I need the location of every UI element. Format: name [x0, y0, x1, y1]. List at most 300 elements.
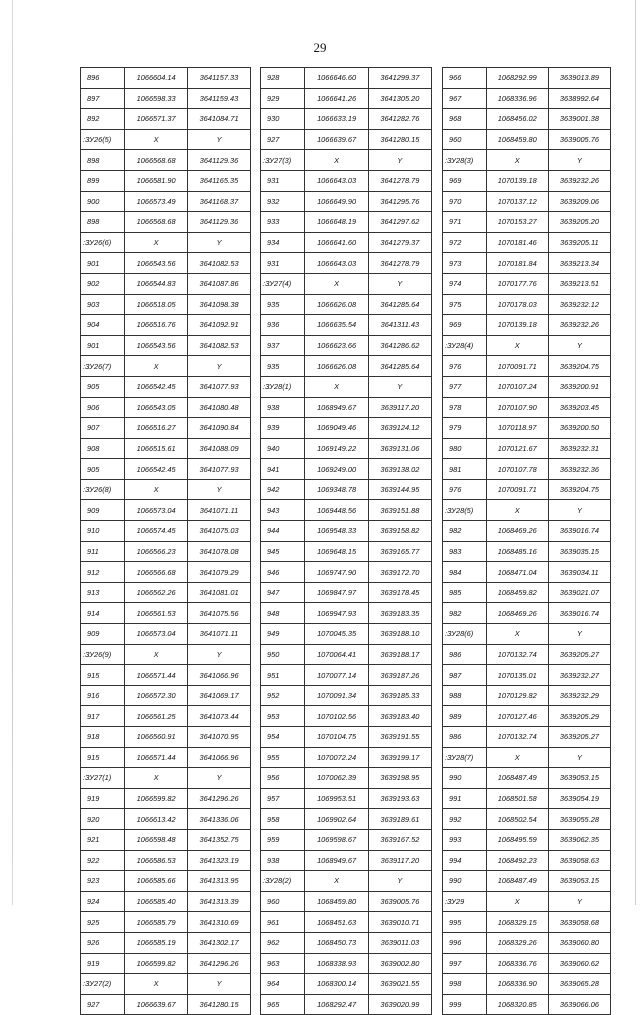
parcel-id: :ЗУ26(8) — [81, 479, 125, 500]
y-coordinate: 3639205.27 — [548, 644, 610, 665]
x-coordinate: 1066518.05 — [125, 294, 188, 315]
x-coordinate: 1070091.71 — [486, 356, 548, 377]
y-coordinate: 3641075.56 — [188, 603, 251, 624]
x-coordinate: 1066516.27 — [125, 418, 188, 439]
x-coordinate: 1068338.93 — [305, 953, 368, 974]
point-row — [443, 603, 611, 624]
parcel-id: :ЗУ27(2) — [81, 974, 125, 995]
point-number: 927 — [81, 994, 125, 1015]
point-row — [81, 397, 251, 418]
point-number: 960 — [443, 129, 487, 150]
parcel-id: :ЗУ27(1) — [81, 768, 125, 789]
y-coordinate: 3639131.06 — [368, 438, 431, 459]
point-row — [261, 850, 432, 871]
point-number: 971 — [443, 212, 487, 233]
y-coordinate: 3641081.01 — [188, 582, 251, 603]
point-number: 992 — [443, 809, 487, 830]
point-number: 898 — [81, 212, 125, 233]
x-coordinate: 1066598.33 — [125, 88, 188, 109]
y-coordinate: 3639178.45 — [368, 582, 431, 603]
point-row — [81, 521, 251, 542]
point-row — [443, 253, 611, 274]
x-coordinate: 1068469.26 — [486, 521, 548, 542]
y-coordinate: 3639138.02 — [368, 459, 431, 480]
point-row — [443, 294, 611, 315]
point-row — [261, 809, 432, 830]
point-row — [443, 418, 611, 439]
point-row — [443, 479, 611, 500]
point-number: 946 — [261, 562, 305, 583]
y-coordinate: 3639065.28 — [548, 974, 610, 995]
point-row — [261, 438, 432, 459]
point-number: 911 — [81, 541, 125, 562]
x-coordinate: 1066516.76 — [125, 315, 188, 336]
x-coordinate: 1070129.82 — [486, 685, 548, 706]
point-number: 960 — [261, 891, 305, 912]
point-number: 922 — [81, 850, 125, 871]
point-row — [443, 974, 611, 995]
y-coordinate: 3639001.38 — [548, 109, 610, 130]
point-number: 916 — [81, 685, 125, 706]
point-row — [261, 68, 432, 89]
point-row — [81, 788, 251, 809]
point-number: 933 — [261, 212, 305, 233]
y-coordinate: 3639053.15 — [548, 768, 610, 789]
y-coordinate: 3639193.63 — [368, 788, 431, 809]
point-number: 967 — [443, 88, 487, 109]
x-coordinate: 1068292.99 — [486, 68, 548, 89]
x-coordinate: 1070178.03 — [486, 294, 548, 315]
x-header: X — [125, 768, 188, 789]
y-coordinate: 3641280.15 — [188, 994, 251, 1015]
y-coordinate: 3639060.62 — [548, 953, 610, 974]
y-header: Y — [188, 232, 251, 253]
point-number: 909 — [81, 624, 125, 645]
parcel-id: :ЗУ28(2) — [261, 871, 305, 892]
x-coordinate: 1070091.71 — [486, 479, 548, 500]
point-row — [81, 541, 251, 562]
y-coordinate: 3639020.99 — [368, 994, 431, 1015]
x-coordinate: 1070091.34 — [305, 685, 368, 706]
y-coordinate: 3641278.79 — [368, 170, 431, 191]
x-coordinate: 1068502.54 — [486, 809, 548, 830]
point-number: 964 — [261, 974, 305, 995]
point-row — [261, 459, 432, 480]
point-row — [261, 974, 432, 995]
y-header: Y — [548, 747, 610, 768]
parcel-header-row — [443, 500, 611, 521]
y-coordinate: 3639124.12 — [368, 418, 431, 439]
y-coordinate: 3641129.36 — [188, 150, 251, 171]
x-coordinate: 1068292.47 — [305, 994, 368, 1015]
point-row — [81, 418, 251, 439]
x-coordinate: 1066599.82 — [125, 953, 188, 974]
point-row — [81, 191, 251, 212]
parcel-header-row — [443, 335, 611, 356]
point-number: 947 — [261, 582, 305, 603]
point-number: 905 — [81, 376, 125, 397]
x-coordinate: 1068451.63 — [305, 912, 368, 933]
y-header: Y — [188, 129, 251, 150]
x-coordinate: 1068471.04 — [486, 562, 548, 583]
point-number: 939 — [261, 418, 305, 439]
parcel-header-row — [81, 356, 251, 377]
x-coordinate: 1066598.48 — [125, 829, 188, 850]
x-coordinate: 1066639.67 — [305, 129, 368, 150]
point-number: 915 — [81, 747, 125, 768]
point-number: 972 — [443, 232, 487, 253]
point-row — [443, 397, 611, 418]
y-coordinate: 3641078.08 — [188, 541, 251, 562]
y-coordinate: 3641066.96 — [188, 747, 251, 768]
point-row — [81, 891, 251, 912]
x-coordinate: 1070177.76 — [486, 273, 548, 294]
page-number: 29 — [313, 40, 327, 55]
y-coordinate: 3639058.63 — [548, 850, 610, 871]
x-coordinate: 1066573.04 — [125, 500, 188, 521]
parcel-header-row — [81, 768, 251, 789]
point-row — [443, 376, 611, 397]
point-number: 934 — [261, 232, 305, 253]
point-row — [443, 685, 611, 706]
point-row — [261, 706, 432, 727]
y-coordinate: 3638992.64 — [548, 88, 610, 109]
point-number: 982 — [443, 603, 487, 624]
y-coordinate: 3639232.29 — [548, 685, 610, 706]
y-coordinate: 3641311.43 — [368, 315, 431, 336]
y-coordinate: 3639205.11 — [548, 232, 610, 253]
x-coordinate: 1066571.37 — [125, 109, 188, 130]
point-row — [443, 521, 611, 542]
y-coordinate: 3639187.26 — [368, 665, 431, 686]
point-row — [81, 294, 251, 315]
x-coordinate: 1069902.64 — [305, 809, 368, 830]
point-row — [443, 109, 611, 130]
y-coordinate: 3639191.55 — [368, 727, 431, 748]
y-coordinate: 3639117.20 — [368, 397, 431, 418]
x-coordinate: 1069947.93 — [305, 603, 368, 624]
y-header: Y — [188, 768, 251, 789]
x-coordinate: 1070104.75 — [305, 727, 368, 748]
x-coordinate: 1068456.02 — [486, 109, 548, 130]
point-number: 988 — [443, 685, 487, 706]
parcel-id: :ЗУ28(6) — [443, 624, 487, 645]
y-coordinate: 3639183.40 — [368, 706, 431, 727]
point-number: 927 — [261, 129, 305, 150]
x-coordinate: 1068485.16 — [486, 541, 548, 562]
y-header: Y — [368, 871, 431, 892]
point-number: 905 — [81, 459, 125, 480]
x-coordinate: 1066613.42 — [125, 809, 188, 830]
point-number: 900 — [81, 191, 125, 212]
point-row — [261, 88, 432, 109]
point-row — [261, 665, 432, 686]
y-coordinate: 3641082.53 — [188, 335, 251, 356]
point-row — [443, 912, 611, 933]
parcel-header-row — [261, 376, 432, 397]
x-header: X — [125, 479, 188, 500]
y-coordinate: 3639172.70 — [368, 562, 431, 583]
point-row — [443, 273, 611, 294]
point-row — [261, 768, 432, 789]
point-number: 912 — [81, 562, 125, 583]
x-coordinate: 1068300.14 — [305, 974, 368, 995]
point-number: 962 — [261, 932, 305, 953]
point-row — [81, 68, 251, 89]
point-number: 950 — [261, 644, 305, 665]
y-coordinate: 3639200.91 — [548, 376, 610, 397]
y-coordinate: 3641165.35 — [188, 170, 251, 191]
x-coordinate: 1066571.44 — [125, 747, 188, 768]
point-row — [81, 459, 251, 480]
parcel-id: :ЗУ28(1) — [261, 376, 305, 397]
y-coordinate: 3639183.35 — [368, 603, 431, 624]
coordinates-table-3 — [442, 67, 611, 1015]
point-row — [261, 685, 432, 706]
y-coordinate: 3641069.17 — [188, 685, 251, 706]
y-coordinate: 3641313.39 — [188, 891, 251, 912]
point-row — [261, 932, 432, 953]
x-header: X — [125, 644, 188, 665]
point-number: 961 — [261, 912, 305, 933]
x-coordinate: 1066560.91 — [125, 727, 188, 748]
point-row — [261, 315, 432, 336]
y-coordinate: 3641077.93 — [188, 459, 251, 480]
x-coordinate: 1070127.46 — [486, 706, 548, 727]
point-number: 986 — [443, 727, 487, 748]
point-row — [443, 727, 611, 748]
point-row — [81, 315, 251, 336]
y-coordinate: 3641082.53 — [188, 253, 251, 274]
point-number: 974 — [443, 273, 487, 294]
y-coordinate: 3641323.19 — [188, 850, 251, 871]
parcel-header-row — [443, 150, 611, 171]
x-coordinate: 1066639.67 — [125, 994, 188, 1015]
point-row — [81, 335, 251, 356]
point-row — [261, 603, 432, 624]
point-number: 977 — [443, 376, 487, 397]
coordinates-table-2 — [260, 67, 432, 1015]
x-coordinate: 1070118.97 — [486, 418, 548, 439]
y-coordinate: 3641286.62 — [368, 335, 431, 356]
point-number: 975 — [443, 294, 487, 315]
y-coordinate: 3639054.19 — [548, 788, 610, 809]
point-number: 981 — [443, 459, 487, 480]
point-number: 959 — [261, 829, 305, 850]
x-coordinate: 1070137.12 — [486, 191, 548, 212]
x-coordinate: 1068459.80 — [486, 129, 548, 150]
x-coordinate: 1066641.60 — [305, 232, 368, 253]
x-header: X — [486, 335, 548, 356]
y-coordinate: 3641279.37 — [368, 232, 431, 253]
point-row — [443, 809, 611, 830]
y-coordinate: 3641302.17 — [188, 932, 251, 953]
parcel-header-row — [81, 232, 251, 253]
x-coordinate: 1066543.56 — [125, 253, 188, 274]
x-coordinate: 1069747.90 — [305, 562, 368, 583]
y-coordinate: 3639021.07 — [548, 582, 610, 603]
x-coordinate: 1070181.84 — [486, 253, 548, 274]
point-number: 968 — [443, 109, 487, 130]
x-coordinate: 1066643.03 — [305, 253, 368, 274]
y-coordinate: 3641071.11 — [188, 500, 251, 521]
y-coordinate: 3641352.75 — [188, 829, 251, 850]
y-coordinate: 3639005.76 — [548, 129, 610, 150]
x-coordinate: 1068320.85 — [486, 994, 548, 1015]
y-coordinate: 3641071.11 — [188, 624, 251, 645]
x-coordinate: 1066543.05 — [125, 397, 188, 418]
point-row — [81, 212, 251, 233]
point-number: 903 — [81, 294, 125, 315]
point-number: 936 — [261, 315, 305, 336]
x-coordinate: 1068469.26 — [486, 603, 548, 624]
point-number: 993 — [443, 829, 487, 850]
point-row — [261, 170, 432, 191]
y-coordinate: 3641098.38 — [188, 294, 251, 315]
point-number: 942 — [261, 479, 305, 500]
y-coordinate: 3641157.33 — [188, 68, 251, 89]
x-header: X — [486, 891, 548, 912]
point-number: 999 — [443, 994, 487, 1015]
parcel-id: :ЗУ28(7) — [443, 747, 487, 768]
point-number: 963 — [261, 953, 305, 974]
point-number: 909 — [81, 500, 125, 521]
y-coordinate: 3641313.95 — [188, 871, 251, 892]
point-number: 985 — [443, 582, 487, 603]
y-coordinate: 3639200.50 — [548, 418, 610, 439]
y-coordinate: 3641092.91 — [188, 315, 251, 336]
x-coordinate: 1069249.00 — [305, 459, 368, 480]
y-coordinate: 3641297.62 — [368, 212, 431, 233]
x-coordinate: 1066544.83 — [125, 273, 188, 294]
point-number: 952 — [261, 685, 305, 706]
x-coordinate: 1066562.26 — [125, 582, 188, 603]
y-coordinate: 3641310.69 — [188, 912, 251, 933]
point-number: 898 — [81, 150, 125, 171]
point-number: 965 — [261, 994, 305, 1015]
y-coordinate: 3639198.95 — [368, 768, 431, 789]
point-row — [261, 891, 432, 912]
point-row — [261, 727, 432, 748]
point-number: 914 — [81, 603, 125, 624]
y-header: Y — [548, 624, 610, 645]
point-number: 996 — [443, 932, 487, 953]
point-row — [261, 335, 432, 356]
point-row — [443, 562, 611, 583]
point-row — [81, 273, 251, 294]
point-row — [81, 603, 251, 624]
x-coordinate: 1068949.67 — [305, 397, 368, 418]
point-row — [261, 479, 432, 500]
y-coordinate: 3641296.26 — [188, 953, 251, 974]
point-number: 935 — [261, 356, 305, 377]
y-coordinate: 3641295.76 — [368, 191, 431, 212]
point-number: 987 — [443, 665, 487, 686]
point-row — [443, 459, 611, 480]
y-coordinate: 3639199.17 — [368, 747, 431, 768]
parcel-header-row — [443, 747, 611, 768]
y-coordinate: 3639188.10 — [368, 624, 431, 645]
parcel-id: :ЗУ26(9) — [81, 644, 125, 665]
y-header: Y — [368, 150, 431, 171]
x-coordinate: 1070107.24 — [486, 376, 548, 397]
y-coordinate: 3639055.28 — [548, 809, 610, 830]
point-number: 926 — [81, 932, 125, 953]
point-number: 983 — [443, 541, 487, 562]
point-number: 973 — [443, 253, 487, 274]
point-row — [261, 212, 432, 233]
x-coordinate: 1070135.01 — [486, 665, 548, 686]
x-coordinate: 1066604.14 — [125, 68, 188, 89]
x-header: X — [486, 150, 548, 171]
y-coordinate: 3641073.44 — [188, 706, 251, 727]
y-coordinate: 3639188.17 — [368, 644, 431, 665]
x-coordinate: 1066646.60 — [305, 68, 368, 89]
point-number: 990 — [443, 768, 487, 789]
point-row — [81, 376, 251, 397]
y-header: Y — [188, 356, 251, 377]
y-coordinate: 3639158.82 — [368, 521, 431, 542]
y-coordinate: 3639010.71 — [368, 912, 431, 933]
point-row — [443, 232, 611, 253]
point-number: 953 — [261, 706, 305, 727]
x-coordinate: 1066568.68 — [125, 150, 188, 171]
x-coordinate: 1066561.53 — [125, 603, 188, 624]
point-row — [443, 932, 611, 953]
x-coordinate: 1066542.45 — [125, 459, 188, 480]
point-row — [443, 871, 611, 892]
point-number: 924 — [81, 891, 125, 912]
x-coordinate: 1070077.14 — [305, 665, 368, 686]
point-row — [443, 315, 611, 336]
y-coordinate: 3641299.37 — [368, 68, 431, 89]
point-number: 994 — [443, 850, 487, 871]
x-coordinate: 1066585.19 — [125, 932, 188, 953]
point-number: 958 — [261, 809, 305, 830]
point-row — [81, 685, 251, 706]
point-row — [81, 706, 251, 727]
x-coordinate: 1066643.03 — [305, 170, 368, 191]
x-header: X — [305, 273, 368, 294]
y-coordinate: 3639058.68 — [548, 912, 610, 933]
y-coordinate: 3639232.26 — [548, 315, 610, 336]
x-coordinate: 1068336.96 — [486, 88, 548, 109]
x-coordinate: 1068492.23 — [486, 850, 548, 871]
x-coordinate: 1070132.74 — [486, 727, 548, 748]
point-row — [261, 562, 432, 583]
point-number: 915 — [81, 665, 125, 686]
point-row — [81, 253, 251, 274]
x-coordinate: 1066641.26 — [305, 88, 368, 109]
point-number: 907 — [81, 418, 125, 439]
point-row — [81, 88, 251, 109]
x-coordinate: 1066571.44 — [125, 665, 188, 686]
x-coordinate: 1068459.80 — [305, 891, 368, 912]
point-number: 944 — [261, 521, 305, 542]
parcel-id: :ЗУ29 — [443, 891, 487, 912]
point-row — [261, 500, 432, 521]
y-coordinate: 3641077.93 — [188, 376, 251, 397]
point-number: 976 — [443, 356, 487, 377]
x-coordinate: 1066585.79 — [125, 912, 188, 933]
y-header: Y — [188, 644, 251, 665]
x-coordinate: 1066568.68 — [125, 212, 188, 233]
y-coordinate: 3639165.77 — [368, 541, 431, 562]
x-coordinate: 1070107.90 — [486, 397, 548, 418]
parcel-header-row — [443, 624, 611, 645]
y-coordinate: 3639066.06 — [548, 994, 610, 1015]
point-row — [261, 397, 432, 418]
